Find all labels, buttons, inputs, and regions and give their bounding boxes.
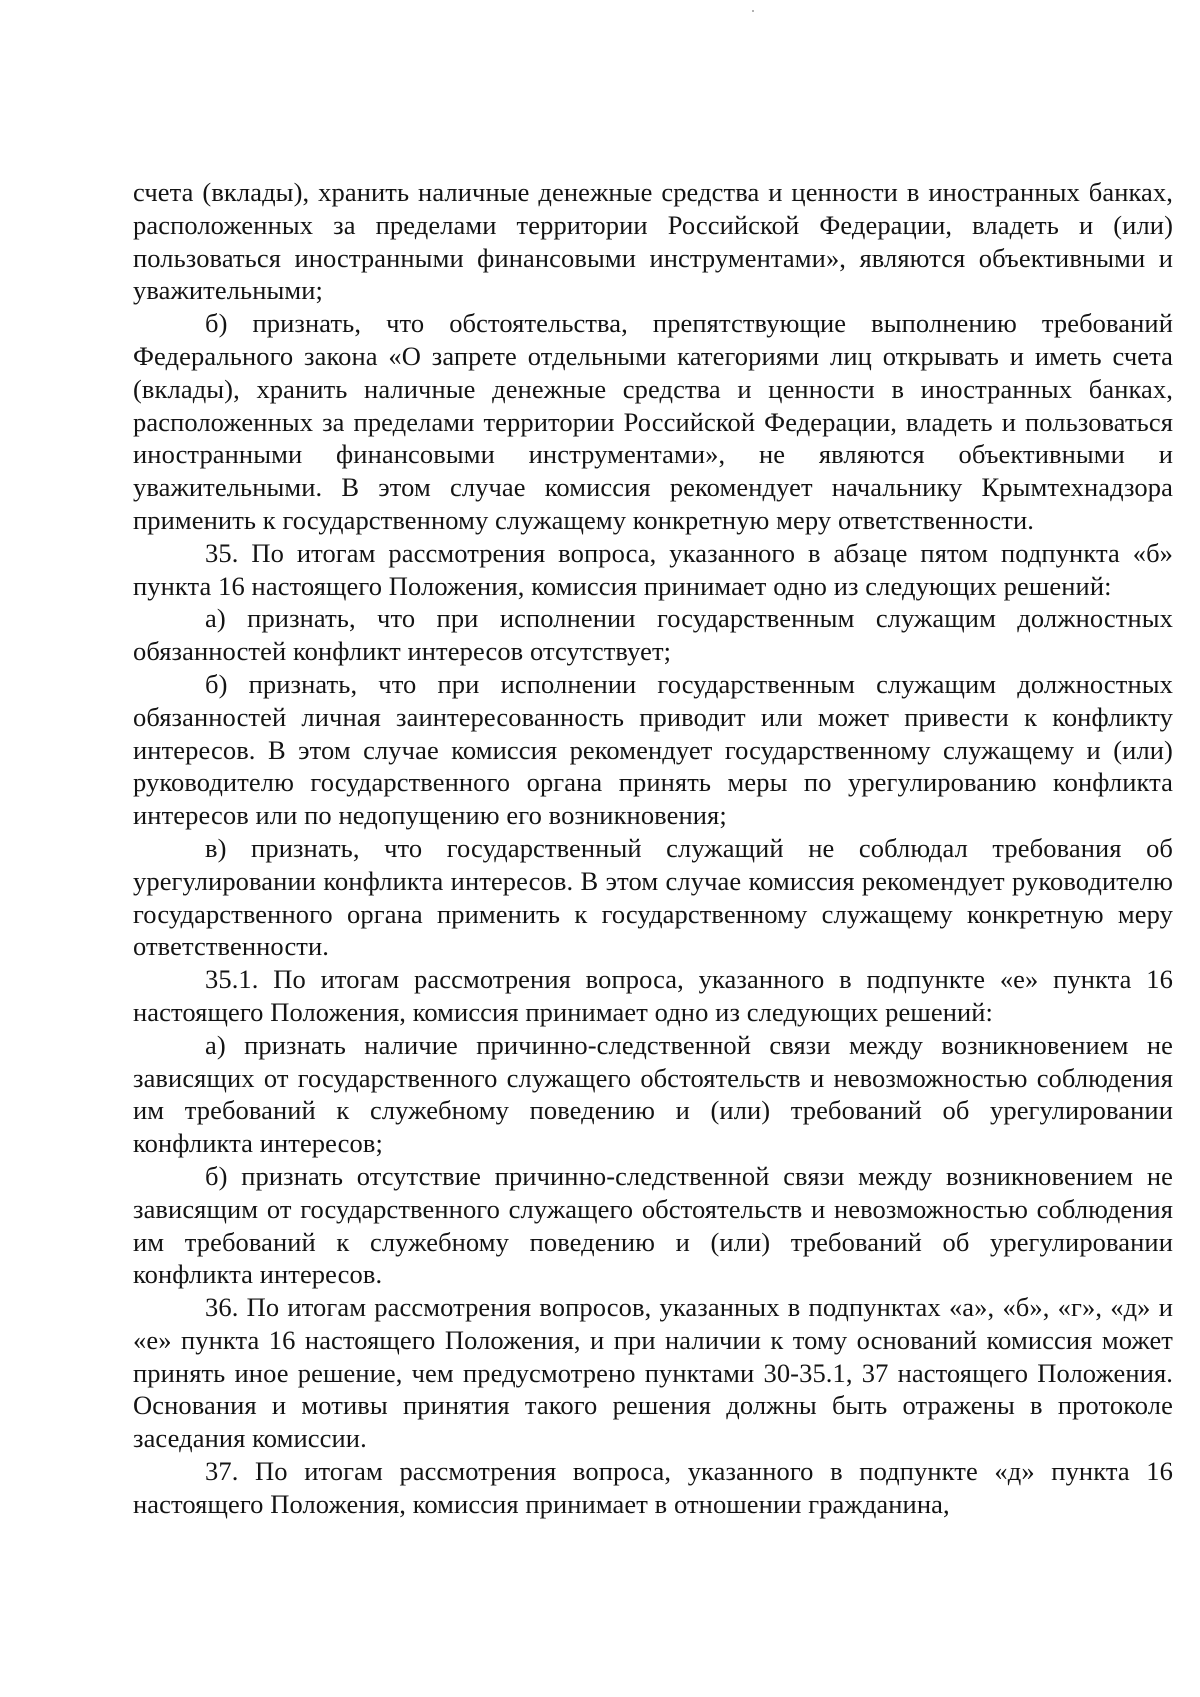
document-body xyxy=(133,176,1173,1521)
paragraph-item-35: 35. По итогам рассмотрения вопроса, указанного в абзаце пятом подпункта «б» пункта 16 настоящего Положения, комиссия принимает одно из следующих решений: xyxy=(133,537,1173,601)
paragraph-35-1-subitem-a: а) признать наличие причинно-следственной связи между возникновением не зависящих от государственного служащего обстоятельств и невозможностью соблюдения им требований к служебному поведению и (или) требований об урегулировании конфликта интересов; xyxy=(133,1029,1173,1159)
paragraph-item-36: 36. По итогам рассмотрения вопросов, указанных в подпунктах «а», «б», «г», «д» и «е» пункта 16 настоящего Положения, и при наличии к тому оснований комиссия может принять иное решение, чем предусмотрено пунктами 30-35.1, 37 настоящего Положения. Основания и мотивы принятия такого решения должны быть отражены в протоколе заседания комиссии. xyxy=(133,1292,1173,1454)
paragraph-subitem-b: б) признать, что обстоятельства, препятствующие выполнению требований Федерального закона «О запрете отдельными категориями лиц открывать и иметь счета (вклады), хранить наличные денежные средства и ценности в иностранных банках, расположенных за пределами территории Российской Федерации, владеть и пользоваться иностранными финансовыми инструментами», не являются объективными и уважительными. В этом случае комиссия рекомендует начальнику Крымтехнадзора применить к государственному служащему конкретную меру ответственности. xyxy=(133,308,1173,535)
paragraph-35-subitem-a: а) признать, что при исполнении государственным служащим должностных обязанностей конфликт интересов отсутствует; xyxy=(133,603,1173,667)
paragraph-35-1-subitem-b: б) признать отсутствие причинно-следственной связи между возникновением не зависящим от государственного служащего обстоятельств и невозможностью соблюдения им требований к служебному поведению и (или) требований об урегулировании конфликта интересов. xyxy=(133,1160,1173,1290)
paragraph-item-37: 37. По итогам рассмотрения вопроса, указанного в подпункте «д» пункта 16 настоящего Положения, комиссия принимает в отношении гражданина, xyxy=(133,1456,1173,1519)
paragraph-35-subitem-b: б) признать, что при исполнении государственным служащим должностных обязанностей личная заинтересованность приводит или может привести к конфликту интересов. В этом случае комиссия рекомендует государственному служащему и (или) руководителю государственного органа принять меры по урегулированию конфликта интересов или по недопущению его возникновения; xyxy=(133,668,1173,831)
paragraph-item-35-1: 35.1. По итогам рассмотрения вопроса, указанного в подпункте «е» пункта 16 настоящего Положения, комиссия принимает одно из следующих решений: xyxy=(133,964,1173,1027)
scan-speck xyxy=(752,10,754,12)
paragraph-continuation: счета (вклады), хранить наличные денежные средства и ценности в иностранных банках, расположенных за пределами территории Российской Федерации, владеть и (или) пользоваться иностранными финансовыми инструментами», являются объективными и уважительными; xyxy=(133,177,1173,306)
paragraph-35-subitem-v: в) признать, что государственный служащий не соблюдал требования об урегулировании конфликта интересов. В этом случае комиссия рекомендует руководителю государственного органа применить к государственному служащему конкретную меру ответственности. xyxy=(133,832,1173,962)
